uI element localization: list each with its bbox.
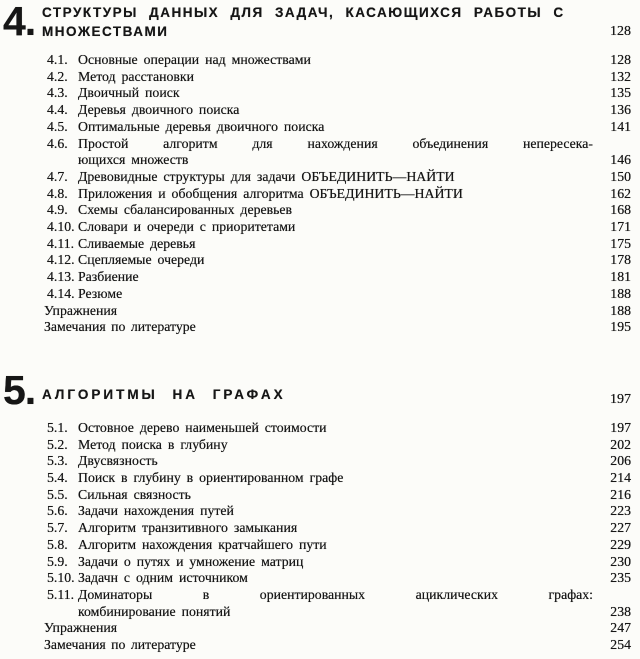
entry-title: Сильная связность	[78, 486, 191, 502]
entry-title: Упражнения	[44, 302, 118, 318]
entry-number: 5.4.	[47, 470, 68, 486]
entry-number: 5.9.	[47, 553, 68, 569]
chapter-page: 197	[610, 391, 631, 407]
entry-page: 141	[610, 118, 631, 134]
entry-page: 146	[610, 152, 631, 168]
entry-page: 206	[610, 453, 631, 469]
toc-extra-entry	[44, 319, 631, 336]
entry-page: 178	[610, 252, 631, 268]
toc-entry	[47, 437, 631, 454]
toc-entries	[3, 420, 631, 654]
entry-page: 214	[610, 470, 631, 486]
toc-entries	[3, 52, 631, 336]
toc-entry	[47, 269, 631, 286]
toc-entry	[47, 570, 631, 587]
entry-page: 168	[610, 202, 631, 218]
entry-title: Оптимальные деревья двоичного поиска	[78, 118, 325, 134]
entry-number: 5.1.	[47, 419, 68, 435]
entry-page: 128	[610, 52, 631, 67]
entry-page: 162	[610, 185, 631, 201]
toc-extra-entry	[44, 637, 631, 654]
toc-entry-continuation	[47, 604, 631, 621]
entry-number: 4.14.	[47, 285, 75, 301]
chapter-page: 128	[610, 24, 631, 39]
chapter-block	[3, 2, 631, 336]
entry-page: 195	[610, 319, 631, 335]
entry-title: Упражнения	[44, 620, 118, 636]
entry-page: 229	[610, 536, 631, 552]
entry-number: 4.1.	[47, 52, 68, 67]
entry-number: 4.3.	[47, 85, 68, 101]
entry-page: 247	[610, 620, 631, 636]
toc-entry	[47, 236, 631, 253]
toc-entry	[47, 252, 631, 269]
entry-page: 223	[610, 503, 631, 519]
entry-number	[47, 152, 78, 169]
entry-title: Простой алгоритм для нахождения объединения непересека-	[78, 135, 593, 151]
toc-entry	[47, 119, 631, 136]
entry-number: 5.3.	[47, 453, 68, 469]
entry-title: Метод расстановки	[78, 68, 195, 84]
entry-title: Метод поиска в глубину	[78, 436, 228, 452]
entry-number: 4.13.	[47, 269, 75, 285]
toc-entry	[47, 136, 631, 153]
entry-page: 171	[610, 219, 631, 235]
entry-number: 5.8.	[47, 536, 68, 552]
entry-page: 150	[610, 168, 631, 184]
entry-number	[47, 604, 78, 621]
toc-extra-entry	[44, 303, 631, 320]
entry-title: Задачн с одним источником	[78, 570, 248, 586]
entry-number: 4.2.	[47, 68, 68, 84]
toc-entry	[47, 102, 631, 119]
entry-page: 181	[610, 269, 631, 285]
entry-title: Задачи о путях и умножение матриц	[78, 553, 304, 569]
toc-entry	[47, 169, 631, 186]
chapter-number: 5.	[3, 366, 36, 413]
entry-title: Двусвязность	[78, 453, 158, 469]
toc-entry	[47, 520, 631, 537]
entry-title: комбинирование понятий	[78, 603, 231, 619]
entry-title: Остовное дерево наименьшей стоимости	[78, 419, 327, 435]
toc-entry	[47, 202, 631, 219]
entry-title: Сливаемые деревья	[78, 235, 196, 251]
toc-entry	[47, 420, 631, 437]
entry-number: 5.6.	[47, 503, 68, 519]
entry-title: Деревья двоичного поиска	[78, 102, 240, 118]
chapter-header	[3, 366, 631, 413]
entry-number: 5.5.	[47, 486, 68, 502]
chapter-title	[42, 2, 591, 41]
entry-number: 4.12.	[47, 252, 75, 268]
toc-entry	[47, 537, 631, 554]
toc-entry	[47, 85, 631, 102]
entry-page: 227	[610, 520, 631, 536]
entry-title: Сцепляемые очереди	[78, 252, 205, 268]
entry-page: 136	[610, 102, 631, 118]
entry-title: Замечания по литературе	[44, 319, 196, 335]
entry-title: Словари и очереди с приоритетами	[78, 219, 296, 235]
toc-entry-continuation	[47, 152, 631, 169]
toc-entry	[47, 503, 631, 520]
entry-page: 188	[610, 302, 631, 318]
entry-page	[593, 587, 631, 604]
entry-page: 216	[610, 486, 631, 502]
entry-title: Древовидные структуры для задачи ОБЪЕДИНИТЬ—НАЙТИ	[78, 168, 455, 184]
entry-title: Разбиение	[78, 269, 139, 285]
entry-number: 4.8.	[47, 185, 68, 201]
toc-entry	[47, 52, 631, 69]
entry-page: 238	[610, 603, 631, 619]
entry-number: 4.5.	[47, 118, 68, 134]
entry-page: 188	[610, 285, 631, 301]
chapter-title-line: МНОЖЕСТВАМИ	[42, 23, 169, 39]
toc-entry	[47, 487, 631, 504]
entry-number: 4.4.	[47, 102, 68, 118]
entry-title: Замечания по литературе	[44, 637, 196, 653]
chapter-title	[42, 386, 591, 409]
entry-title: Схемы сбалансированных деревьев	[78, 202, 293, 218]
toc-entry	[47, 554, 631, 571]
entry-number: 4.7.	[47, 168, 68, 184]
chapter-title-line: СТРУКТУРЫ ДАННЫХ ДЛЯ ЗАДАЧ, КАСАЮЩИХСЯ РАБОТЫ С	[42, 5, 565, 20]
entry-number: 4.11.	[47, 235, 75, 251]
entry-number: 4.10.	[47, 219, 75, 235]
entry-title: Основные операции над множествами	[78, 52, 311, 67]
entry-page: 175	[610, 235, 631, 251]
entry-title: Двоичный поиск	[78, 85, 180, 101]
entry-title: Резюме	[78, 285, 123, 301]
chapter-block	[3, 366, 631, 654]
chapter-header	[3, 0, 631, 44]
chapter-number: 4.	[3, 0, 36, 44]
entry-page: 197	[610, 419, 631, 435]
entry-number: 5.7.	[47, 520, 68, 536]
entry-page: 235	[610, 570, 631, 586]
entry-number: 5.11.	[47, 586, 75, 602]
toc-entry	[47, 470, 631, 487]
entry-title: Поиск в глубину в ориентированном графе	[78, 470, 344, 486]
entry-page: 135	[610, 85, 631, 101]
entry-title: Приложения и обобщения алгоритма ОБЪЕДИНИТЬ—НАЙТИ	[78, 185, 463, 201]
toc-entry	[47, 286, 631, 303]
entry-title: Алгоритм транзитивного замыкания	[78, 520, 298, 536]
entry-title: Задачи нахождения путей	[78, 503, 234, 519]
entry-page	[593, 136, 631, 153]
entry-title: ющихся множеств	[78, 152, 189, 168]
toc-extra-entry	[44, 620, 631, 637]
entry-number: 5.10.	[47, 570, 75, 586]
entry-number: 4.6.	[47, 135, 68, 151]
entry-page: 202	[610, 436, 631, 452]
entry-page: 132	[610, 68, 631, 84]
entry-number: 5.2.	[47, 436, 68, 452]
entry-page: 230	[610, 553, 631, 569]
entry-title: Доминаторы в ориентированных ациклических графах:	[78, 586, 593, 602]
toc-entry	[47, 453, 631, 470]
toc-entry	[47, 69, 631, 86]
toc-entry	[47, 587, 631, 604]
toc-entry	[47, 186, 631, 203]
entry-title: Алгоритм нахождения кратчайшего пути	[78, 536, 327, 552]
entry-page: 254	[610, 637, 631, 653]
toc-entry	[47, 219, 631, 236]
entry-number: 4.9.	[47, 202, 68, 218]
chapter-title-line: АЛГОРИТМЫ НА ГРАФАХ	[42, 387, 286, 403]
